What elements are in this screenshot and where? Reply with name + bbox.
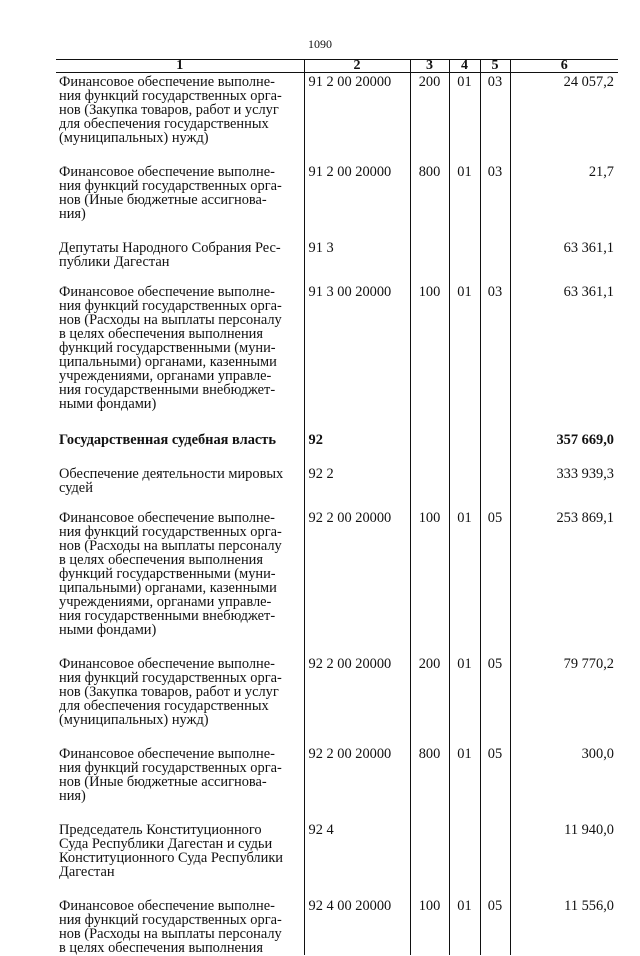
spacer-cell xyxy=(510,447,618,467)
description-line: Председатель Конституционного xyxy=(59,822,262,838)
spacer-cell xyxy=(56,803,304,823)
spacer-cell xyxy=(510,879,618,899)
description-line: в целях обеспечения выполнения xyxy=(59,326,263,342)
spacer-cell xyxy=(56,411,304,433)
description-line: Финансовое обеспечение выполне- xyxy=(59,74,275,90)
description-line: нов (Расходы на выплаты персоналу xyxy=(59,312,282,328)
description-line: ния) xyxy=(59,206,86,222)
table-row xyxy=(56,165,618,221)
table-row xyxy=(56,511,618,637)
description-line: ния функций государственных орга- xyxy=(59,88,282,104)
row-spacer xyxy=(56,221,618,241)
spacer-cell xyxy=(480,411,510,433)
table-row xyxy=(56,285,618,411)
spacer-cell xyxy=(510,145,618,165)
description-line: ния государственными внебюджет- xyxy=(59,382,276,398)
description-line: ния функций государственных орга- xyxy=(59,912,282,928)
description-line: (муниципальных) нужд) xyxy=(59,712,209,728)
row-code: 91 3 00 20000 xyxy=(304,285,410,411)
description-line: Дагестан xyxy=(59,864,115,880)
row-col-5 xyxy=(480,241,510,269)
spacer-cell xyxy=(410,879,449,899)
row-code: 92 xyxy=(304,433,410,447)
spacer-cell xyxy=(510,221,618,241)
description-line: Финансовое обеспечение выполне- xyxy=(59,656,275,672)
description-line: Обеспечение деятельности мировых xyxy=(59,466,284,482)
row-col-3: 800 xyxy=(410,165,449,221)
row-amount: 21,7 xyxy=(510,165,618,221)
spacer-cell xyxy=(449,803,480,823)
spacer-cell xyxy=(480,447,510,467)
spacer-cell xyxy=(56,637,304,657)
row-code: 92 2 00 20000 xyxy=(304,747,410,803)
spacer-cell xyxy=(510,269,618,285)
description-line: ния функций государственных орга- xyxy=(59,760,282,776)
spacer-cell xyxy=(410,221,449,241)
row-col-5 xyxy=(480,467,510,495)
row-col-5: 03 xyxy=(480,73,510,146)
column-header-6: 6 xyxy=(510,60,618,73)
row-description xyxy=(56,747,304,803)
row-col-3 xyxy=(410,433,449,447)
description-line: для обеспечения государственных xyxy=(59,116,269,132)
description-line: Конституционного Суда Республики xyxy=(59,850,284,866)
row-spacer xyxy=(56,803,618,823)
spacer-cell xyxy=(410,269,449,285)
row-amount: 253 869,1 xyxy=(510,511,618,637)
row-code: 92 4 xyxy=(304,823,410,879)
row-col-3: 800 xyxy=(410,747,449,803)
description-line: публики Дагестан xyxy=(59,254,170,270)
spacer-cell xyxy=(304,411,410,433)
description-line: Финансовое обеспечение выполне- xyxy=(59,284,275,300)
row-spacer xyxy=(56,447,618,467)
row-col-5: 05 xyxy=(480,747,510,803)
row-spacer xyxy=(56,727,618,747)
row-description xyxy=(56,467,304,495)
spacer-cell xyxy=(449,727,480,747)
spacer-cell xyxy=(410,447,449,467)
description-line: учреждениями, органами управле- xyxy=(59,594,272,610)
description-line: нов (Иные бюджетные ассигнова- xyxy=(59,774,267,790)
description-line: ными фондами) xyxy=(59,396,157,412)
row-description xyxy=(56,823,304,879)
table-row xyxy=(56,899,618,955)
description-line: нов (Закупка товаров, работ и услуг xyxy=(59,684,279,700)
spacer-cell xyxy=(56,495,304,511)
row-col-3: 200 xyxy=(410,657,449,727)
row-col-4: 01 xyxy=(449,899,480,955)
row-spacer xyxy=(56,495,618,511)
column-header-4: 4 xyxy=(449,60,480,73)
description-line: Финансовое обеспечение выполне- xyxy=(59,746,275,762)
row-description xyxy=(56,241,304,269)
table-row xyxy=(56,433,618,447)
spacer-cell xyxy=(480,145,510,165)
spacer-cell xyxy=(56,727,304,747)
row-amount: 357 669,0 xyxy=(510,433,618,447)
table-body xyxy=(56,73,618,956)
spacer-cell xyxy=(304,221,410,241)
spacer-cell xyxy=(56,269,304,285)
description-line: Финансовое обеспечение выполне- xyxy=(59,164,275,180)
description-line: (муниципальных) нужд) xyxy=(59,130,209,146)
spacer-cell xyxy=(304,879,410,899)
row-description xyxy=(56,165,304,221)
spacer-cell xyxy=(480,269,510,285)
table-row xyxy=(56,747,618,803)
row-spacer xyxy=(56,269,618,285)
spacer-cell xyxy=(510,637,618,657)
row-col-3: 200 xyxy=(410,73,449,146)
row-col-4 xyxy=(449,823,480,879)
row-col-4: 01 xyxy=(449,73,480,146)
row-code: 92 2 00 20000 xyxy=(304,657,410,727)
spacer-cell xyxy=(510,411,618,433)
description-line: ципальными) органами, казенными xyxy=(59,354,277,370)
description-line: для обеспечения государственных xyxy=(59,698,269,714)
spacer-cell xyxy=(480,495,510,511)
row-col-4: 01 xyxy=(449,165,480,221)
row-col-4: 01 xyxy=(449,285,480,411)
description-line: судей xyxy=(59,480,93,496)
description-line: ния) xyxy=(59,788,86,804)
row-description xyxy=(56,285,304,411)
spacer-cell xyxy=(410,495,449,511)
row-code: 91 3 xyxy=(304,241,410,269)
spacer-cell xyxy=(480,879,510,899)
row-col-4 xyxy=(449,433,480,447)
row-col-5 xyxy=(480,823,510,879)
description-line: ния функций государственных орга- xyxy=(59,298,282,314)
row-description xyxy=(56,657,304,727)
description-line: ния функций государственных орга- xyxy=(59,178,282,194)
description-line: функций государственными (муни- xyxy=(59,566,276,582)
column-header-2: 2 xyxy=(304,60,410,73)
spacer-cell xyxy=(480,637,510,657)
row-col-5: 05 xyxy=(480,899,510,955)
table-row xyxy=(56,73,618,146)
description-line: в целях обеспечения выполнения xyxy=(59,940,263,956)
spacer-cell xyxy=(480,221,510,241)
spacer-cell xyxy=(510,495,618,511)
table-row xyxy=(56,467,618,495)
row-col-3: 100 xyxy=(410,899,449,955)
row-spacer xyxy=(56,637,618,657)
row-code: 91 2 00 20000 xyxy=(304,165,410,221)
spacer-cell xyxy=(449,879,480,899)
row-col-3 xyxy=(410,823,449,879)
description-line: ния функций государственных орга- xyxy=(59,670,282,686)
spacer-cell xyxy=(56,879,304,899)
row-col-5: 03 xyxy=(480,285,510,411)
table-row xyxy=(56,657,618,727)
spacer-cell xyxy=(304,447,410,467)
budget-table xyxy=(56,59,618,955)
description-line: учреждениями, органами управле- xyxy=(59,368,272,384)
row-code: 92 4 00 20000 xyxy=(304,899,410,955)
column-header-5: 5 xyxy=(480,60,510,73)
description-line: Депутаты Народного Собрания Рес- xyxy=(59,240,281,256)
spacer-cell xyxy=(410,803,449,823)
description-line: функций государственными (муни- xyxy=(59,340,276,356)
row-col-3: 100 xyxy=(410,511,449,637)
spacer-cell xyxy=(410,727,449,747)
row-amount: 63 361,1 xyxy=(510,241,618,269)
column-header-3: 3 xyxy=(410,60,449,73)
row-code: 92 2 xyxy=(304,467,410,495)
row-spacer xyxy=(56,145,618,165)
row-amount: 63 361,1 xyxy=(510,285,618,411)
row-amount: 24 057,2 xyxy=(510,73,618,146)
row-col-4: 01 xyxy=(449,511,480,637)
description-line: в целях обеспечения выполнения xyxy=(59,552,263,568)
row-col-5: 05 xyxy=(480,657,510,727)
row-col-3: 100 xyxy=(410,285,449,411)
row-col-3 xyxy=(410,467,449,495)
description-line: Финансовое обеспечение выполне- xyxy=(59,510,275,526)
spacer-cell xyxy=(449,411,480,433)
row-col-4: 01 xyxy=(449,747,480,803)
spacer-cell xyxy=(304,145,410,165)
spacer-cell xyxy=(410,145,449,165)
table-row xyxy=(56,823,618,879)
row-spacer xyxy=(56,879,618,899)
row-description xyxy=(56,899,304,955)
description-line: нов (Расходы на выплаты персоналу xyxy=(59,926,282,942)
spacer-cell xyxy=(56,447,304,467)
row-col-5: 05 xyxy=(480,511,510,637)
row-code: 91 2 00 20000 xyxy=(304,73,410,146)
row-code: 92 2 00 20000 xyxy=(304,511,410,637)
row-col-4: 01 xyxy=(449,657,480,727)
spacer-cell xyxy=(304,727,410,747)
row-description xyxy=(56,511,304,637)
description-line: нов (Закупка товаров, работ и услуг xyxy=(59,102,279,118)
table-header-row xyxy=(56,60,618,73)
spacer-cell xyxy=(56,145,304,165)
spacer-cell xyxy=(510,803,618,823)
description-line: ципальными) органами, казенными xyxy=(59,580,277,596)
description-line: нов (Иные бюджетные ассигнова- xyxy=(59,192,267,208)
row-amount: 11 556,0 xyxy=(510,899,618,955)
row-col-5 xyxy=(480,433,510,447)
spacer-cell xyxy=(449,637,480,657)
description-line: Финансовое обеспечение выполне- xyxy=(59,898,275,914)
row-amount: 11 940,0 xyxy=(510,823,618,879)
spacer-cell xyxy=(480,803,510,823)
row-spacer xyxy=(56,411,618,433)
description-line: нов (Расходы на выплаты персоналу xyxy=(59,538,282,554)
spacer-cell xyxy=(449,495,480,511)
spacer-cell xyxy=(510,727,618,747)
table-row xyxy=(56,241,618,269)
row-col-4 xyxy=(449,467,480,495)
spacer-cell xyxy=(410,411,449,433)
description-line: ными фондами) xyxy=(59,622,157,638)
spacer-cell xyxy=(449,221,480,241)
spacer-cell xyxy=(304,269,410,285)
row-col-3 xyxy=(410,241,449,269)
spacer-cell xyxy=(449,447,480,467)
column-header-1: 1 xyxy=(56,60,304,73)
row-amount: 333 939,3 xyxy=(510,467,618,495)
row-description xyxy=(56,73,304,146)
spacer-cell xyxy=(304,495,410,511)
row-col-5: 03 xyxy=(480,165,510,221)
spacer-cell xyxy=(410,637,449,657)
spacer-cell xyxy=(449,269,480,285)
description-line: ния государственными внебюджет- xyxy=(59,608,276,624)
description-line: Государственная судебная власть xyxy=(59,432,276,448)
row-col-4 xyxy=(449,241,480,269)
description-line: ния функций государственных орга- xyxy=(59,524,282,540)
description-line: Суда Республики Дагестан и судьи xyxy=(59,836,273,852)
spacer-cell xyxy=(480,727,510,747)
spacer-cell xyxy=(56,221,304,241)
row-amount: 300,0 xyxy=(510,747,618,803)
spacer-cell xyxy=(304,803,410,823)
row-amount: 79 770,2 xyxy=(510,657,618,727)
row-description xyxy=(56,433,304,447)
page-number: 1090 xyxy=(308,37,332,51)
spacer-cell xyxy=(449,145,480,165)
spacer-cell xyxy=(304,637,410,657)
